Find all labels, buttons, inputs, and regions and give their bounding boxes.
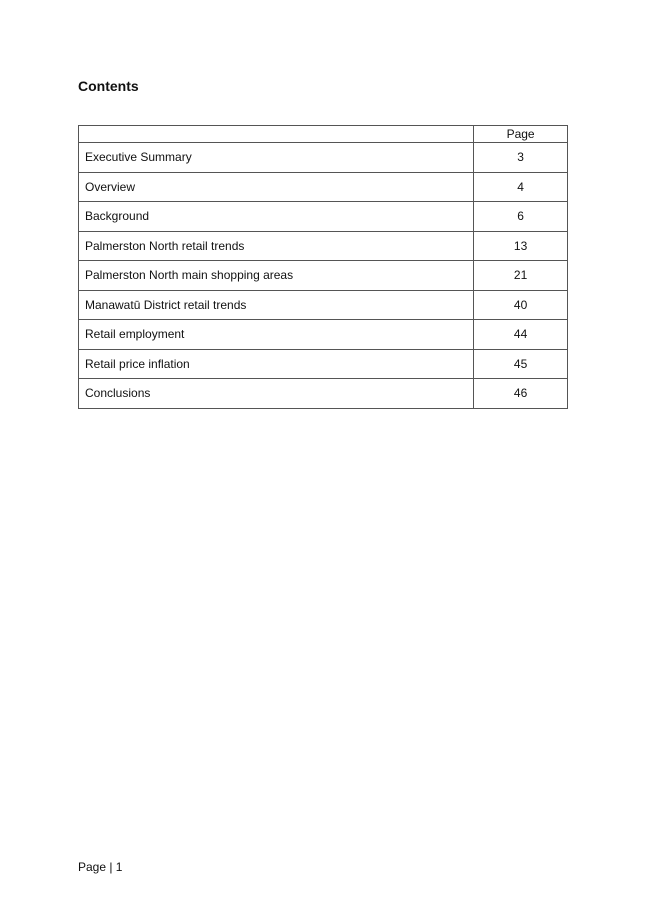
table-row: [79, 172, 568, 202]
page-number: 4: [474, 172, 568, 202]
page-number: 45: [474, 349, 568, 379]
page-number: 6: [474, 202, 568, 232]
section-title: Retail employment: [79, 320, 474, 350]
page-title: Contents: [78, 78, 139, 94]
section-title: Manawatū District retail trends: [79, 290, 474, 320]
section-title: Conclusions: [79, 379, 474, 409]
table-row: [79, 143, 568, 173]
page-number: 13: [474, 231, 568, 261]
contents-table: [78, 125, 568, 409]
page-number: 46: [474, 379, 568, 409]
table-header-row: [79, 126, 568, 143]
page-number: 21: [474, 261, 568, 291]
table-row: [79, 290, 568, 320]
table-row: [79, 349, 568, 379]
table-row: [79, 320, 568, 350]
section-title: Overview: [79, 172, 474, 202]
page-number: 40: [474, 290, 568, 320]
section-title: Palmerston North retail trends: [79, 231, 474, 261]
table-row: [79, 231, 568, 261]
section-title: Executive Summary: [79, 143, 474, 173]
header-section-cell: [79, 126, 474, 143]
page-number: 44: [474, 320, 568, 350]
page-footer: Page | 1: [78, 860, 123, 874]
table-row: [79, 261, 568, 291]
header-page-cell: Page: [474, 126, 568, 143]
section-title: Palmerston North main shopping areas: [79, 261, 474, 291]
section-title: Background: [79, 202, 474, 232]
table-row: [79, 202, 568, 232]
page-number: 3: [474, 143, 568, 173]
section-title: Retail price inflation: [79, 349, 474, 379]
table-row: [79, 379, 568, 409]
